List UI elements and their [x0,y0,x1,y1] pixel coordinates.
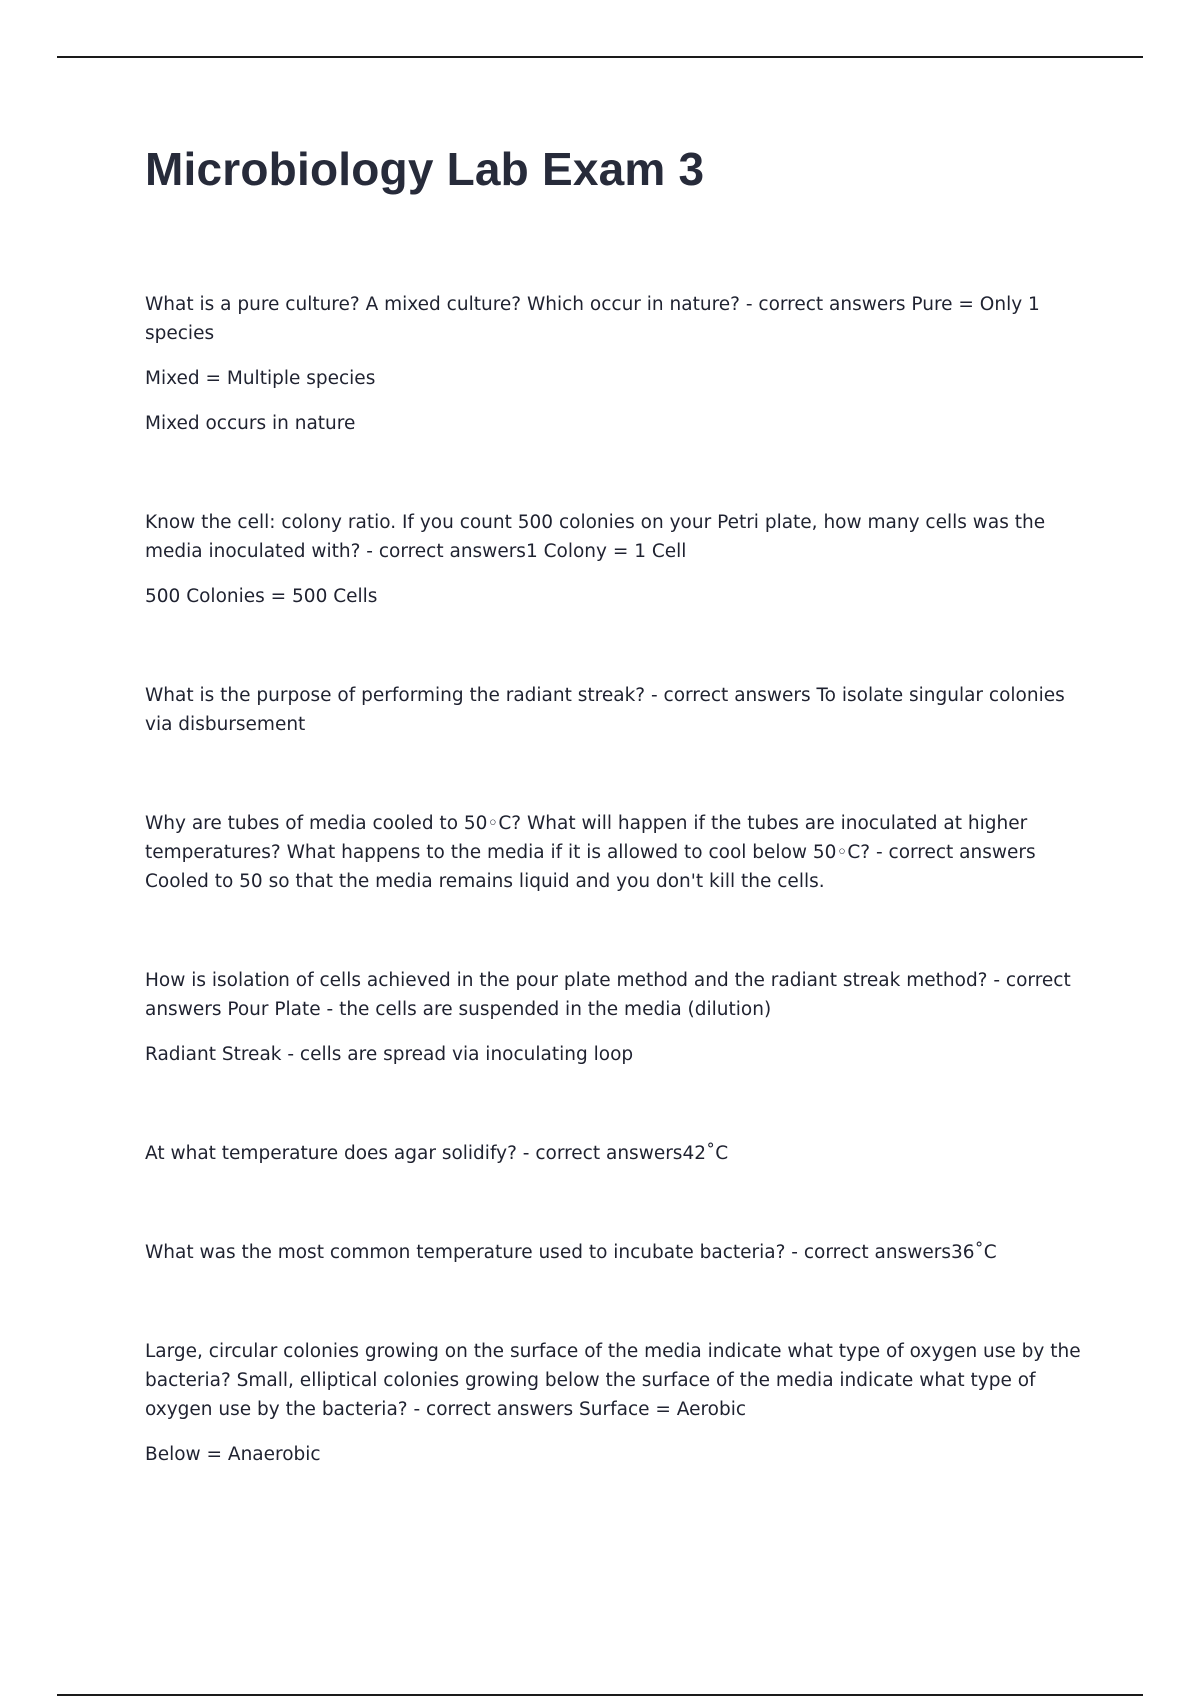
qa-paragraph: What was the most common temperature used to incubate bacteria? - correct answers36˚C [145,1242,997,1263]
qa-entry [145,1337,1085,1469]
qa-paragraph: What is a pure culture? A mixed culture? Which occur in nature? - correct answers Pure = Only 1 species [145,294,1040,344]
qa-paragraph: 500 Colonies = 500 Cells [145,586,378,607]
qa-paragraph: Radiant Streak - cells are spread via inoculating loop [145,1044,634,1065]
qa-paragraph: Know the cell: colony ratio. If you count 500 colonies on your Petri plate, how many cells was the media inoculated with? - correct answers1 Colony = 1 Cell [145,512,1046,562]
qa-paragraph: Why are tubes of media cooled to 50◦C? What will happen if the tubes are inoculated at higher temperatures? What happens to the media if it is allowed to cool below 50◦C? - correct answers Cooled to 50 so that the media remains liquid and you don't kill the cells. [145,813,1036,892]
qa-list [145,290,1085,1539]
qa-paragraph: Below = Anaerobic [145,1444,321,1465]
header-rule [57,56,1143,58]
qa-paragraph: Mixed occurs in nature [145,413,356,434]
qa-paragraph: Large, circular colonies growing on the surface of the media indicate what type of oxygen use by the bacteria? Small, elliptical colonies growing below the surface of the media indicate what type of oxygen use by the bacteria? - correct answers Surface = Aerobic [145,1341,1081,1420]
qa-entry [145,1238,1085,1267]
qa-entry [145,508,1085,611]
qa-entry [145,681,1085,739]
qa-paragraph: Mixed = Multiple species [145,368,376,389]
footer-rule [57,1694,1143,1696]
qa-entry [145,290,1085,438]
qa-paragraph: How is isolation of cells achieved in the pour plate method and the radiant streak method? - correct answers Pour Plate - the cells are suspended in the media (dilution) [145,970,1071,1020]
qa-entry [145,966,1085,1069]
document-title: Microbiology Lab Exam 3 [145,143,705,195]
qa-entry [145,1139,1085,1168]
qa-paragraph: What is the purpose of performing the radiant streak? - correct answers To isolate singular colonies via disbursement [145,685,1065,735]
qa-paragraph: At what temperature does agar solidify? - correct answers42˚C [145,1143,729,1164]
qa-entry [145,809,1085,896]
